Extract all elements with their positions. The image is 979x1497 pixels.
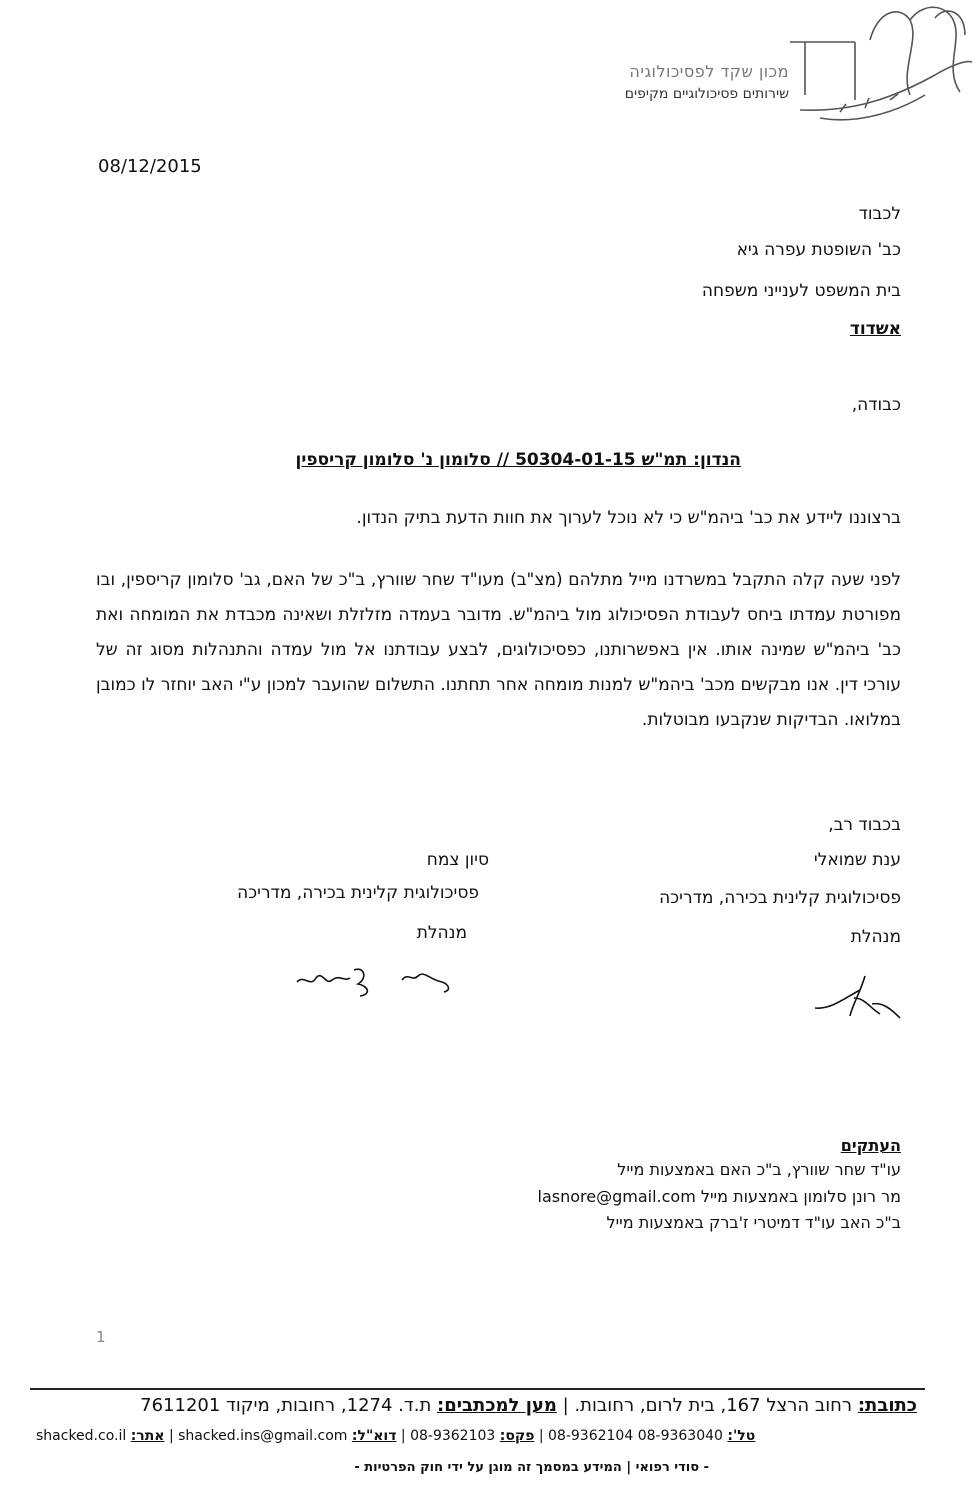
footer-address-line <box>140 1395 917 1416</box>
footer-contact-line <box>36 1428 755 1444</box>
salutation: כבודה, <box>851 395 901 415</box>
footer-email: shacked.ins@gmail.com <box>178 1428 348 1444</box>
footer-address-label: כתובת: <box>857 1395 917 1416</box>
footer-site-label: אתר: <box>130 1428 165 1444</box>
footer-tel: 08-9363040 08-9362104 <box>548 1428 723 1444</box>
footer-site: shacked.co.il <box>36 1428 127 1444</box>
footer-address: רחוב הרצל 167, בית לרום, רחובות. <box>574 1395 853 1416</box>
footer-separator: | <box>400 1428 406 1444</box>
footer-fax: 08-9362103 <box>410 1428 496 1444</box>
addressee-court: בית המשפט לענייני משפחה <box>701 281 901 301</box>
logo-name: מכון שקד לפסיכולוגיה <box>629 62 789 81</box>
copies-item: עו"ד שחר שוורץ, ב"כ האם באמצעות מייל <box>617 1160 901 1179</box>
footer-divider <box>30 1388 925 1390</box>
copies-item: ב"כ האב עו"ד דמיטרי ז'ברק באמצעות מייל <box>606 1213 901 1232</box>
closing: בכבוד רב, <box>828 815 901 835</box>
copies-title: העתקים <box>840 1136 901 1155</box>
copies-item: מר רונן סלומון באמצעות מייל lasnore@gmail.com <box>537 1187 901 1206</box>
footer-tel-label: טל': <box>727 1428 756 1444</box>
signatory-title: פסיכולוגית קלינית בכירה, מדריכה <box>659 888 901 908</box>
handwritten-signature <box>292 960 472 1000</box>
footer-mail-label: מען למכתבים: <box>437 1395 557 1416</box>
body-paragraph: לפני שעה קלה התקבל במשרדנו מייל מתלהם (מצ"ב) מעו"ד שחר שוורץ, ב"כ של האם, גב' סלומון קריספין, ובו מפורטת עמדתו ביחס לעבודת הפסיכולוג מול ביהמ"ש. מדובר בעמדה מזלזלת ושאינה מכבדת את המומחה ואת כב' ביהמ"ש שמינה אותו. אין באפשרותנו, כפסיכולוגים, לבצע עבודתנו אל מול עמדה והתנהלות מסוג זה של עורכי דין. אנו מבקשים מכב' ביהמ"ש למנות מומחה אחר תחתנו. התשלום שהועבר למכון ע"י האב יוחזר לו כמובן במלואו. הבדיקות שנקבעו מבוטלות. <box>96 570 901 730</box>
addressee-label: לכבוד <box>858 204 901 224</box>
logo-tagline: שירותים פסיכולוגיים מקיפים <box>624 86 789 102</box>
signatory-title: פסיכולוגית קלינית בכירה, מדריכה <box>237 883 479 903</box>
footer-separator: | <box>538 1428 544 1444</box>
footer-separator: | <box>168 1428 174 1444</box>
letter-date: 08/12/2015 <box>98 156 202 177</box>
signatory-role: מנהלת <box>416 923 467 943</box>
addressee-judge: כב' השופטת עפרה גיא <box>736 240 901 260</box>
footer-fax-label: פקס: <box>499 1428 535 1444</box>
intro-paragraph: ברצוננו ליידע את כב' ביהמ"ש כי לא נוכל לערוך את חוות הדעת בתיק הנדון. <box>356 508 901 528</box>
signatory-role: מנהלת <box>850 927 901 947</box>
footer-separator: | <box>562 1395 569 1416</box>
page-number: 1 <box>96 1328 106 1346</box>
logo-icon <box>760 0 975 150</box>
signatory-name: סיון צמח <box>426 850 489 870</box>
footer-mail: ת.ד. 1274, רחובות, מיקוד 7611201 <box>140 1395 432 1416</box>
subject-line: הנדון: תמ"ש 50304-01-15 // סלומון נ' סלומון קריספין <box>295 450 741 470</box>
footer-notice: - סודי רפואי | המידע במסמך זה מוגן על ידי חוק הפרטיות - <box>354 1460 709 1475</box>
signatory-name: ענת שמואלי <box>813 850 901 870</box>
handwritten-signature <box>810 968 910 1028</box>
addressee-city: אשדוד <box>849 319 901 339</box>
footer-email-label: דוא"ל: <box>351 1428 397 1444</box>
